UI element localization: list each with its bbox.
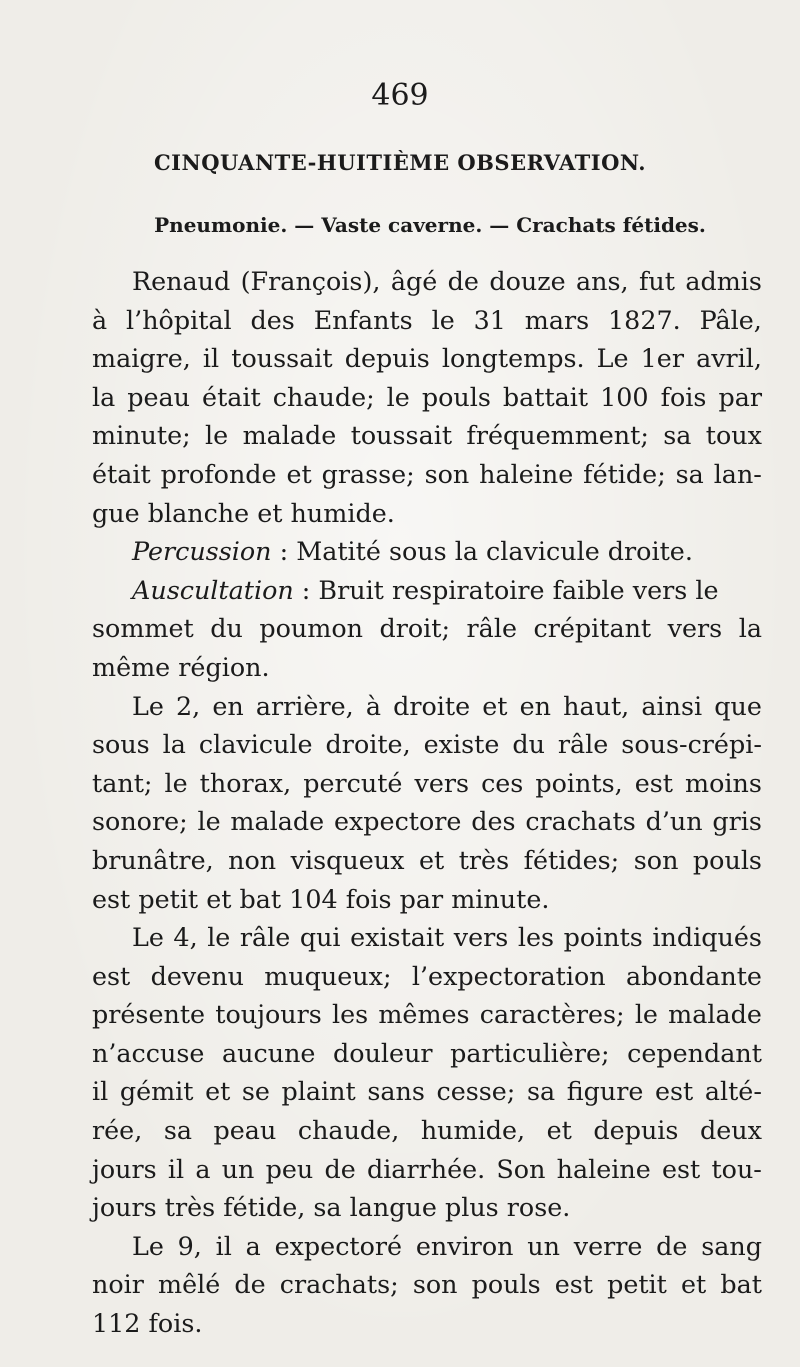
word: est xyxy=(634,767,673,798)
word: mêmes xyxy=(378,999,470,1030)
word: sa xyxy=(163,1115,192,1146)
word: le xyxy=(207,922,231,953)
text-line xyxy=(92,648,762,687)
word: il xyxy=(92,1076,109,1107)
word: la xyxy=(92,381,116,412)
word: les xyxy=(331,999,369,1030)
word: vers xyxy=(667,613,723,644)
word: longtemps. xyxy=(441,343,585,374)
word: plaint xyxy=(281,1076,356,1107)
text-line xyxy=(92,1034,762,1073)
word: peu xyxy=(265,1153,314,1184)
word: qui xyxy=(299,922,341,953)
word: est xyxy=(554,1269,593,1300)
word: peau xyxy=(213,1115,277,1146)
word: bat xyxy=(720,1269,762,1300)
word: non xyxy=(228,844,277,875)
word: des xyxy=(471,806,516,837)
text-line xyxy=(92,339,762,378)
text-line xyxy=(92,1111,762,1150)
word: environ xyxy=(415,1230,514,1261)
word: existait xyxy=(350,922,445,953)
word: verre xyxy=(573,1230,643,1261)
word: il xyxy=(215,1230,232,1261)
word: à xyxy=(92,304,108,335)
word: et xyxy=(286,458,312,489)
word: était xyxy=(202,381,261,412)
text-line xyxy=(92,880,762,919)
word: fréquemment; xyxy=(466,420,649,451)
word: abondante xyxy=(625,960,762,991)
body-text xyxy=(92,262,762,1343)
text-line xyxy=(92,1304,762,1343)
word: de xyxy=(447,266,479,296)
word: ans, xyxy=(576,266,629,296)
word: arrière, xyxy=(255,690,354,721)
text-line xyxy=(92,416,762,455)
word: clavicule xyxy=(198,729,313,760)
word: lan- xyxy=(713,458,762,489)
word: 9, xyxy=(177,1230,202,1261)
word: 4, xyxy=(173,922,198,953)
word: peau xyxy=(127,381,191,412)
word: admis xyxy=(685,266,762,296)
line-text: : Matité sous la clavicule droite. xyxy=(271,536,693,567)
word: points xyxy=(563,922,643,953)
text-line xyxy=(92,957,762,996)
word: maigre, xyxy=(92,343,191,374)
word: de xyxy=(656,1230,688,1261)
word: toussait xyxy=(350,420,453,451)
text-line xyxy=(92,378,762,417)
word: Le xyxy=(132,922,164,953)
word: grasse; xyxy=(321,458,415,489)
word: battait xyxy=(502,381,589,412)
word: deux xyxy=(700,1115,762,1146)
line-text: 112 fois. xyxy=(92,1308,203,1339)
word: est xyxy=(662,1153,701,1184)
word: caractères; xyxy=(479,999,625,1030)
word: sa xyxy=(663,420,692,451)
word: fois xyxy=(660,381,707,412)
word: le xyxy=(431,304,455,335)
word: 2, xyxy=(176,690,201,721)
line-text: même région. xyxy=(92,651,270,682)
word: chaude, xyxy=(297,1115,400,1146)
word: pouls xyxy=(471,1269,541,1300)
word: Le xyxy=(132,1230,164,1261)
word: âgé xyxy=(390,266,438,296)
page-number: 469 xyxy=(371,78,429,113)
word: sa xyxy=(526,1076,556,1107)
word: droite, xyxy=(325,729,411,760)
text-line xyxy=(92,1188,762,1227)
word: percuté xyxy=(303,767,403,798)
text-line xyxy=(92,609,762,648)
word: cependant xyxy=(627,1037,762,1068)
word: thorax, xyxy=(199,767,292,798)
word: un xyxy=(527,1230,560,1261)
section-label: Percussion xyxy=(132,536,272,567)
word: douleur xyxy=(333,1037,433,1068)
word: 100 xyxy=(600,381,649,412)
word: particulière; xyxy=(450,1037,610,1068)
word: Enfants xyxy=(313,304,413,335)
word: très xyxy=(458,844,510,875)
word: aucune xyxy=(222,1037,316,1068)
word: la xyxy=(162,729,186,760)
word: Le xyxy=(132,690,164,721)
word: vers xyxy=(453,922,509,953)
word: en xyxy=(519,690,551,721)
word: le xyxy=(164,767,188,798)
word: petit xyxy=(607,1269,667,1300)
word: droit; xyxy=(379,613,451,644)
line-text: jours très fétide, sa langue plus rose. xyxy=(92,1192,571,1223)
word: tou- xyxy=(711,1153,762,1184)
word: et xyxy=(546,1115,572,1146)
line-text: gue blanche et humide. xyxy=(92,497,395,528)
word: sa xyxy=(675,458,704,489)
text-line xyxy=(92,841,762,880)
word: points, xyxy=(535,767,623,798)
word: depuis xyxy=(593,1115,679,1146)
word: en xyxy=(212,690,244,721)
word: le xyxy=(205,420,229,451)
word: avril, xyxy=(696,343,762,374)
word: se xyxy=(241,1076,270,1107)
word: Le xyxy=(596,343,629,374)
word: sous-crépi- xyxy=(621,729,762,760)
word: a xyxy=(195,1153,211,1184)
text-line xyxy=(92,262,762,301)
word: malade xyxy=(230,806,325,837)
word: pouls xyxy=(692,844,762,875)
word: humide, xyxy=(420,1115,526,1146)
text-line xyxy=(92,455,762,494)
word: et xyxy=(418,844,445,875)
word: existe xyxy=(423,729,500,760)
text-line xyxy=(92,1227,762,1266)
word: le xyxy=(197,806,221,837)
line-text: : Bruit respiratoire faible vers le xyxy=(293,574,719,605)
word: rée, xyxy=(92,1115,143,1146)
text-line xyxy=(92,301,762,340)
word: expectoré xyxy=(274,1230,403,1261)
word: a xyxy=(245,1230,261,1261)
word: douze xyxy=(489,266,566,296)
text-line xyxy=(92,764,762,803)
word: visqueux xyxy=(290,844,405,875)
word: malade xyxy=(242,420,337,451)
line-text: est petit et bat 104 fois par minute. xyxy=(92,883,550,914)
word: haut, xyxy=(563,690,630,721)
word: râle xyxy=(466,613,517,644)
word: gémit xyxy=(119,1076,194,1107)
word: est xyxy=(92,960,131,991)
word: la xyxy=(738,613,762,644)
word: il xyxy=(202,343,220,374)
word: toux xyxy=(705,420,762,451)
word: fut xyxy=(638,266,675,296)
word: crépitant xyxy=(533,613,652,644)
word: muqueux; xyxy=(264,960,392,991)
word: mêlé xyxy=(158,1269,221,1300)
word: était xyxy=(92,458,151,489)
word: crachats; xyxy=(279,1269,399,1300)
word: jours xyxy=(92,1153,157,1184)
word: crachats xyxy=(525,806,636,837)
word: diarrhée. xyxy=(366,1153,486,1184)
word: ainsi xyxy=(641,690,703,721)
text-line xyxy=(92,802,762,841)
word: un xyxy=(221,1153,255,1184)
word: fétides; xyxy=(523,844,620,875)
word: minute; xyxy=(92,420,191,451)
word: chaude; xyxy=(272,381,375,412)
word: Pâle, xyxy=(699,304,762,335)
word: l’expectoration xyxy=(411,960,606,991)
word: et xyxy=(680,1269,707,1300)
word: poumon xyxy=(259,613,363,644)
word: moins xyxy=(685,767,762,798)
word: vers xyxy=(414,767,470,798)
word: et xyxy=(205,1076,231,1107)
word: râle xyxy=(557,729,609,760)
text-line xyxy=(92,532,762,571)
word: malade xyxy=(668,999,762,1030)
word: gris xyxy=(712,806,762,837)
word: son xyxy=(633,844,679,875)
word: du xyxy=(210,613,243,644)
word: profonde xyxy=(160,458,277,489)
word: son xyxy=(412,1269,458,1300)
text-line xyxy=(92,995,762,1034)
word: fétide; xyxy=(583,458,666,489)
word: que xyxy=(714,690,762,721)
word: de xyxy=(324,1153,356,1184)
text-line xyxy=(92,725,762,764)
word: figure xyxy=(566,1076,644,1107)
word: par xyxy=(718,381,762,412)
word: les xyxy=(517,922,555,953)
word: et xyxy=(482,690,508,721)
word: mars xyxy=(524,304,590,335)
word: noir xyxy=(92,1269,144,1300)
word: Renaud xyxy=(132,266,231,296)
text-line xyxy=(92,687,762,726)
word: est xyxy=(654,1076,694,1107)
text-line xyxy=(92,571,762,610)
observation-title: CINQUANTE-HUITIÈME OBSERVATION. xyxy=(153,150,647,175)
word: (François), xyxy=(240,266,381,296)
word: du xyxy=(512,729,545,760)
word: 1er xyxy=(640,343,684,374)
word: pouls xyxy=(421,381,491,412)
word: toujours xyxy=(215,999,322,1030)
word: râle xyxy=(239,922,291,953)
word: 31 xyxy=(473,304,506,335)
word: droite xyxy=(393,690,471,721)
section-label: Auscultation xyxy=(132,574,294,605)
word: ces xyxy=(481,767,524,798)
text-line xyxy=(92,1150,762,1189)
word: présente xyxy=(92,999,206,1030)
word: expectore xyxy=(333,806,462,837)
word: alté- xyxy=(704,1076,762,1107)
word: sans xyxy=(367,1076,425,1107)
word: haleine xyxy=(556,1153,651,1184)
word: n’accuse xyxy=(92,1037,205,1068)
word: à xyxy=(365,690,381,721)
word: il xyxy=(167,1153,185,1184)
word: sous xyxy=(92,729,150,760)
word: son xyxy=(424,458,470,489)
word: toussait xyxy=(231,343,333,374)
word: le xyxy=(386,381,410,412)
observation-subtitle: Pneumonie. — Vaste caverne. — Crachats fétides. xyxy=(154,213,706,237)
word: devenu xyxy=(150,960,244,991)
word: cesse; xyxy=(436,1076,516,1107)
word: des xyxy=(250,304,295,335)
word: Son xyxy=(496,1153,546,1184)
word: sommet xyxy=(92,613,194,644)
text-line xyxy=(92,918,762,957)
word: sang xyxy=(701,1230,762,1261)
word: d’un xyxy=(645,806,703,837)
word: le xyxy=(634,999,658,1030)
text-line xyxy=(92,1072,762,1111)
word: l’hôpital xyxy=(126,304,232,335)
text-line xyxy=(92,494,762,533)
text-line xyxy=(92,1265,762,1304)
word: de xyxy=(234,1269,266,1300)
word: indiqués xyxy=(652,922,762,953)
word: tant; xyxy=(92,767,153,798)
word: haleine xyxy=(479,458,574,489)
word: brunâtre, xyxy=(92,844,214,875)
word: depuis xyxy=(344,343,430,374)
word: 1827. xyxy=(608,304,681,335)
word: sonore; xyxy=(92,806,188,837)
